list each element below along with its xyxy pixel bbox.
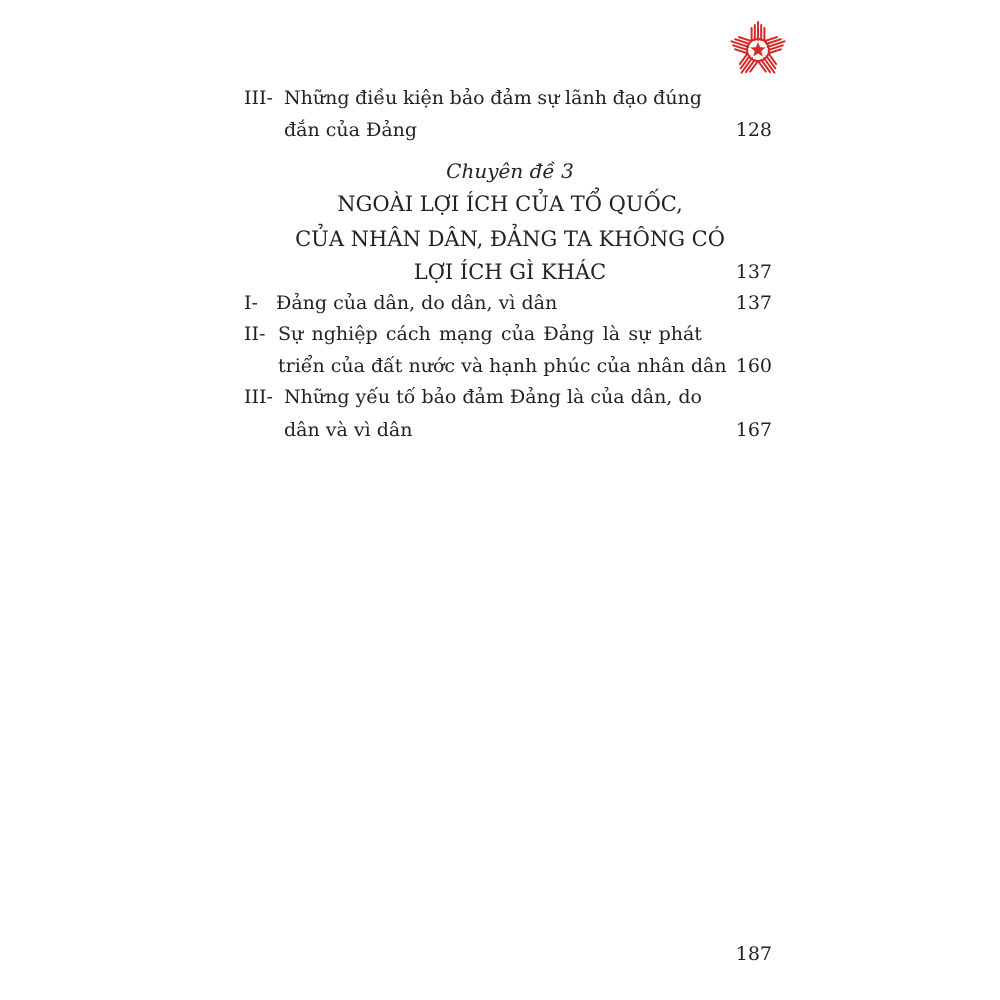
word: đúng (653, 87, 702, 109)
page-number: 187 (735, 943, 772, 965)
word: đảm (490, 87, 532, 109)
toc-entry-page: 128 (735, 119, 772, 141)
word: Sự (278, 323, 304, 345)
party-star-emblem-icon (728, 20, 788, 80)
word: Những (284, 87, 350, 109)
word: nghiệp (311, 323, 378, 345)
toc-entry-number: II- (244, 323, 266, 345)
word: điều (355, 87, 398, 109)
word: phát (658, 323, 702, 345)
toc-entry-title-line2: đắn của Đảng (284, 119, 418, 141)
word: của (590, 386, 625, 408)
chapter-page: 137 (735, 261, 772, 283)
toc-entry-page: 160 (735, 355, 772, 377)
word: đạo (612, 87, 648, 109)
chapter-title-line1: NGOÀI LỢI ÍCH CỦA TỔ QUỐC, (337, 192, 683, 216)
word: dân, (630, 386, 673, 408)
toc-entry-page: 167 (735, 419, 772, 441)
word: Những (284, 386, 350, 408)
toc-entry-title-line1: Đảng của dân, do dân, vì dân (276, 292, 558, 314)
word: sự (628, 323, 651, 345)
toc-entry-title-line1 (284, 86, 702, 110)
toc-entry-title-line2: triển của đất nước và hạnh phúc của nhân dân (278, 355, 727, 377)
toc-entry-number: III- (244, 386, 273, 408)
word: Đảng (509, 386, 561, 408)
word: của (500, 323, 536, 345)
toc-entry-number: I- (244, 292, 258, 314)
word: yếu (355, 386, 391, 408)
word: bảo (449, 87, 485, 109)
toc-entry-page: 137 (735, 292, 772, 314)
word: cách (385, 323, 431, 345)
word: do (678, 386, 702, 408)
chapter-label: Chuyên đề 3 (446, 159, 574, 183)
toc-entry-title-line1 (278, 322, 702, 346)
word: tố (396, 386, 416, 408)
toc-entry-title-line2: dân và vì dân (284, 419, 413, 441)
word: bảo (421, 386, 457, 408)
chapter-title-line2: CỦA NHÂN DÂN, ĐẢNG TA KHÔNG CÓ (295, 227, 725, 251)
word: Đảng (543, 323, 595, 345)
word: kiện (402, 87, 445, 109)
word: đảm (462, 386, 504, 408)
chapter-title-line3: LỢI ÍCH GÌ KHÁC (413, 260, 607, 284)
word: là (566, 386, 585, 408)
word: mạng (438, 323, 493, 345)
word: là (602, 323, 621, 345)
word: sự (537, 87, 560, 109)
toc-entry-title-line1 (284, 385, 702, 409)
toc-entry-number: III- (244, 87, 273, 109)
word: lãnh (565, 87, 607, 109)
